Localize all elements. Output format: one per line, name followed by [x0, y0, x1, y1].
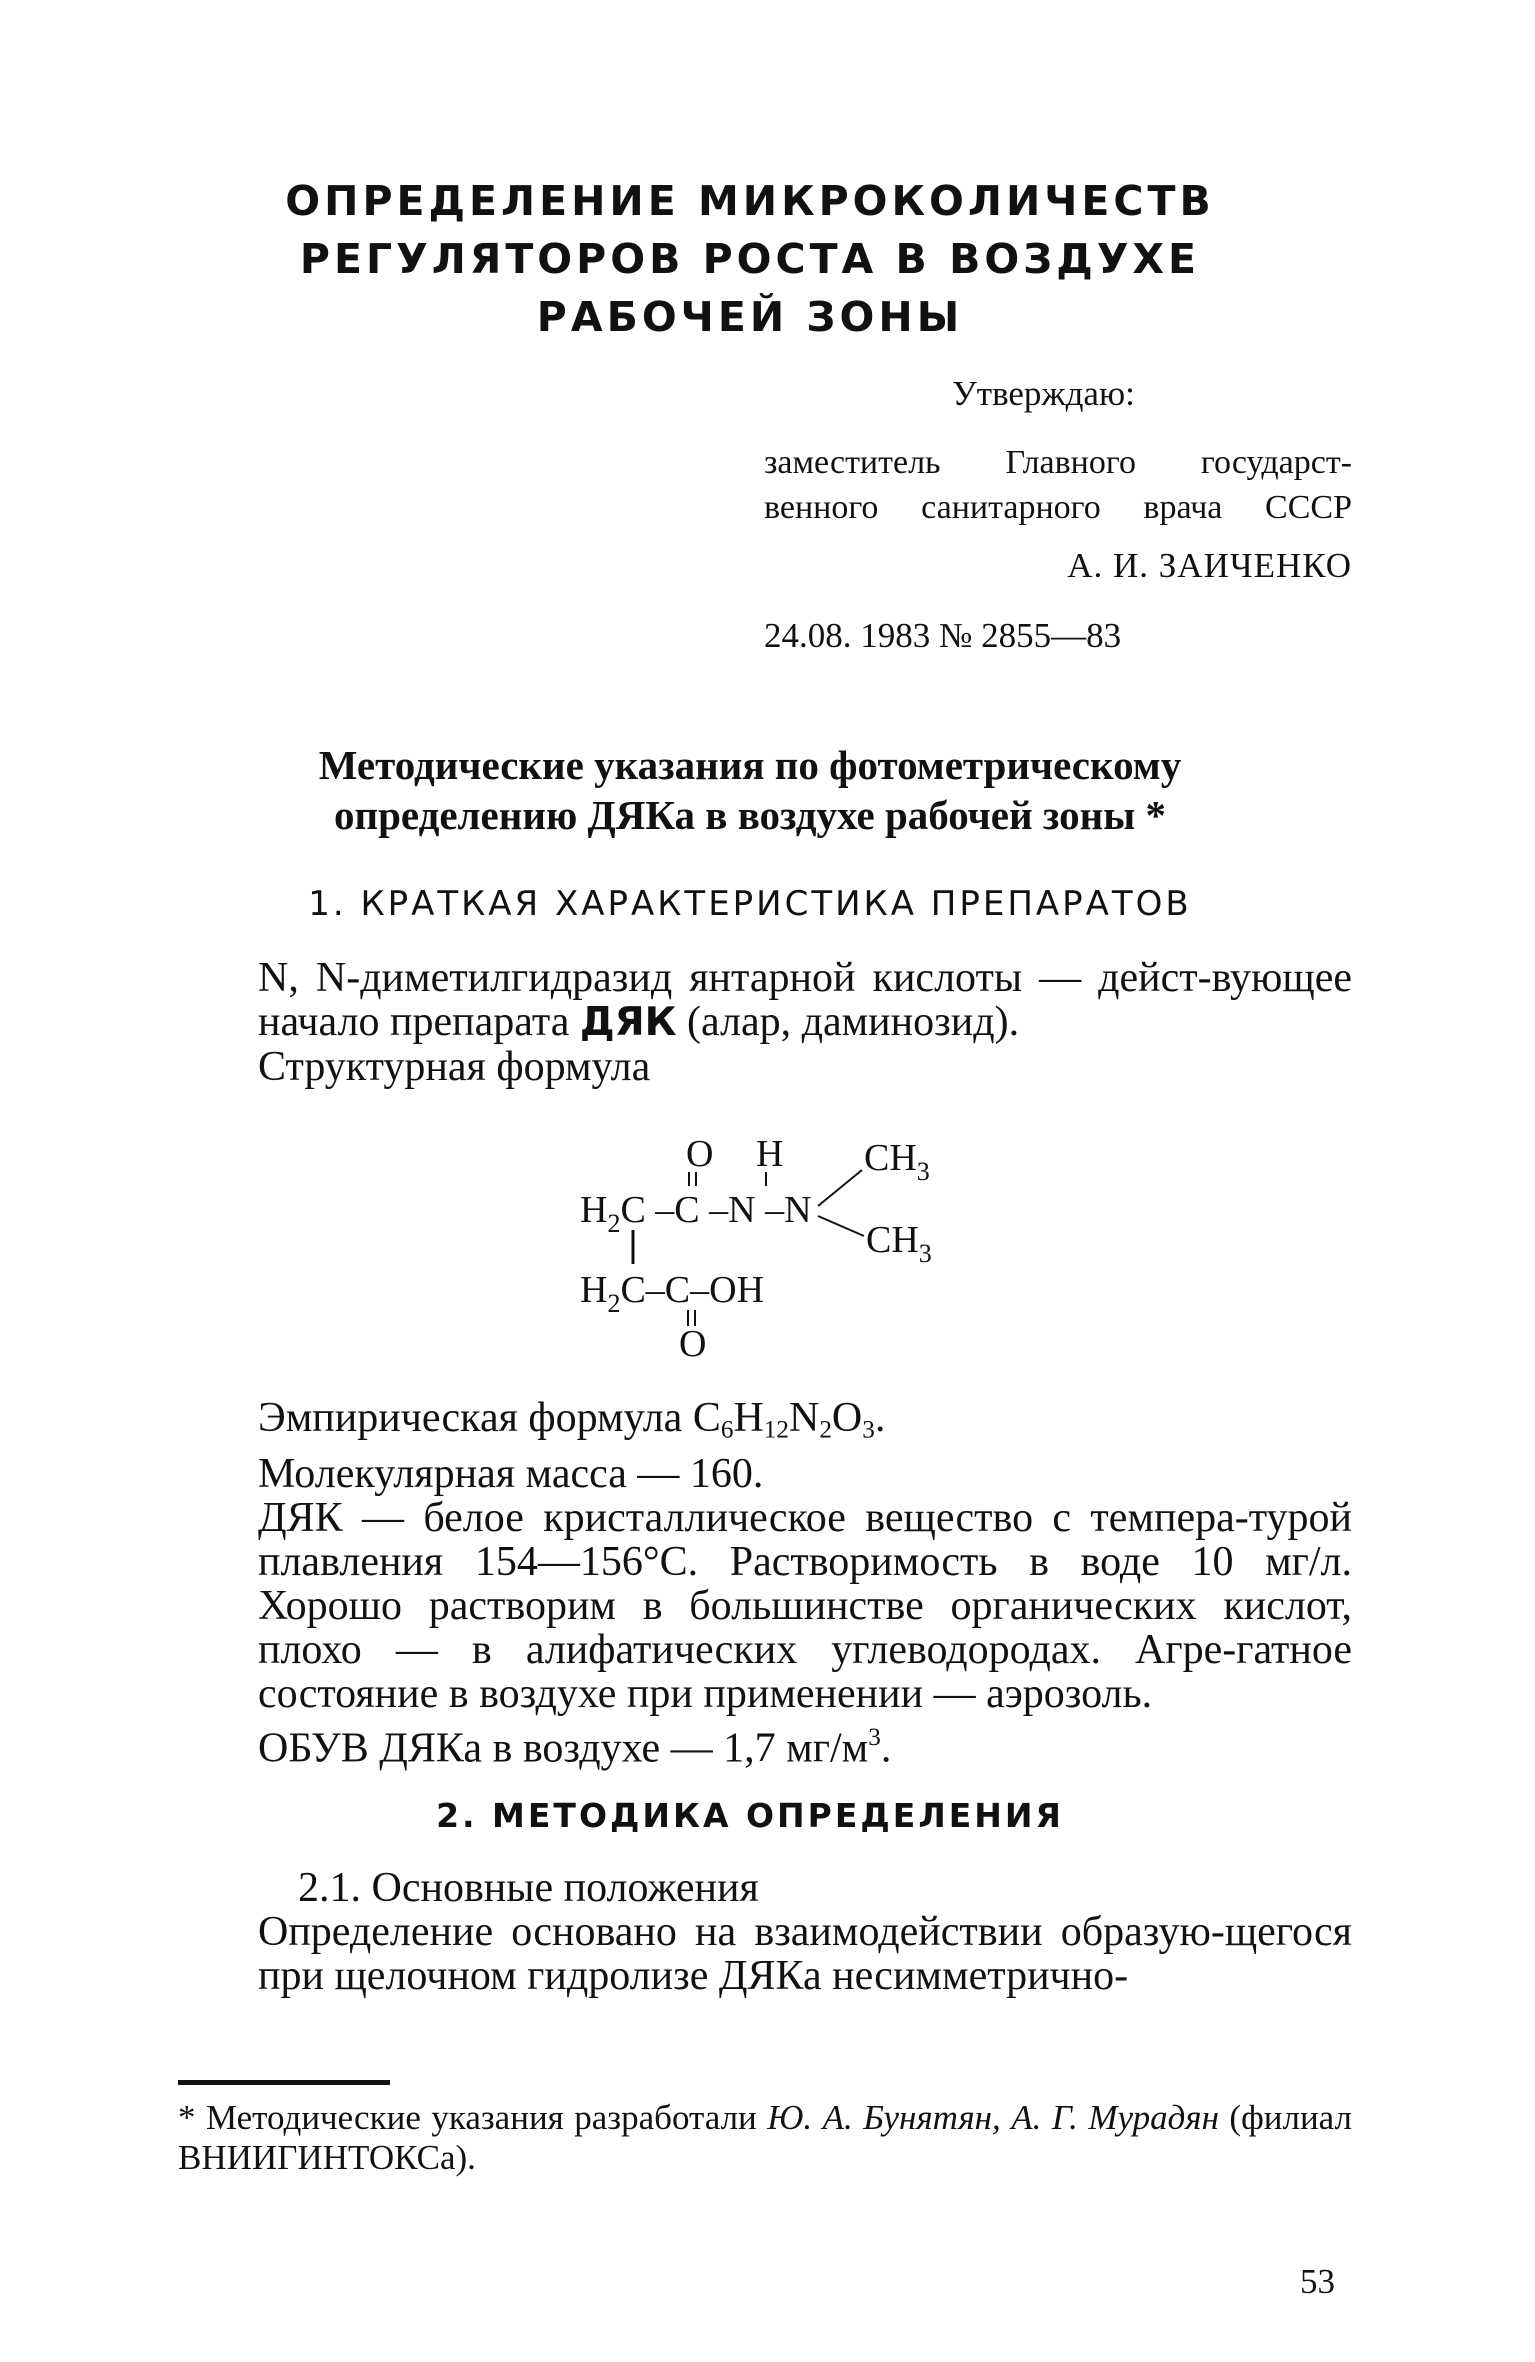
footnote-authors-2: А. Г. Мурадян	[1011, 2098, 1219, 2137]
section-1-heading: 1. КРАТКАЯ ХАРАКТЕРИСТИКА ПРЕПАРАТОВ	[308, 884, 1192, 924]
formula-o-top: O	[686, 1133, 714, 1175]
section-2-heading: 2. МЕТОДИКА ОПРЕДЕЛЕНИЯ	[436, 1796, 1064, 1835]
formula-h2c-row-2: $H_2C-C-OH$	[580, 1269, 765, 1318]
structural-formula-label: Структурная формула	[258, 1044, 651, 1090]
formula-h-top: H	[756, 1133, 784, 1175]
section-2-text: Определение основано на взаимодействии образую-щегося при щелочном гидролизе ДЯКа несимметрично-	[258, 1909, 1352, 1999]
section-1-properties	[258, 1396, 1352, 1771]
title-line-3: РАБОЧЕЙ ЗОНЫ	[536, 293, 964, 341]
approver-position-line-2: венного санитарного врача СССР	[764, 489, 1352, 526]
footnote	[178, 2098, 1352, 2178]
molar-mass: Молекулярная масса — 160.	[258, 1451, 764, 1498]
footnote-separator	[178, 2080, 390, 2085]
document-title	[250, 172, 1250, 346]
page-number: 53	[1300, 2262, 1335, 2301]
section-1-intro	[258, 956, 1352, 1089]
obuv-line: ОБУВ ДЯКа в воздухе — 1,7 $мг/м^3$.	[258, 1724, 892, 1772]
subtitle-line-2: определению ДЯКа в воздухе рабочей зоны *	[334, 792, 1166, 838]
title-line-2: РЕГУЛЯТОРОВ РОСТА В ВОЗДУХЕ	[299, 235, 1201, 283]
intro-text-a: N, N-диметилгидразид янтарной кислоты — дейст-вующее начало препарата	[258, 955, 1352, 1045]
formula-h2c-row-1: $H_2C$ –C –N –N	[580, 1189, 812, 1238]
approver-name: А. И. ЗАИЧЕНКО	[1067, 546, 1352, 585]
section-2-body	[258, 1866, 1352, 1998]
title-line-1: ОПРЕДЕЛЕНИЕ МИКРОКОЛИЧЕСТВ	[285, 177, 1215, 225]
intro-preparation-name: ДЯК	[579, 1000, 677, 1045]
footnote-rest: (филиал ВНИИГИНТОКСа).	[178, 2098, 1352, 2177]
document-subtitle	[250, 740, 1250, 840]
formula-o-bottom: O	[679, 1323, 707, 1365]
intro-text-c: (алар, даминозид).	[676, 999, 1020, 1045]
approval-date-number: 24.08. 1983 № 2855—83	[764, 616, 1122, 655]
description-paragraph: ДЯК — белое кристаллическое вещество с темпера-турой плавления 154—156°С. Растворимость в воде 10 мг/л. Хорошо растворим в большинстве органических кислот, плохо — в алифатических углеводородах. Агре-гатное состояние в воздухе при применении — аэрозоль.	[258, 1495, 1352, 1718]
subtitle-line-1: Методические указания по фотометрическому	[318, 742, 1182, 788]
formula-ch3-top: $CH_3$	[864, 1137, 930, 1186]
approver-position	[764, 440, 1352, 530]
intro-paragraph	[258, 956, 1352, 1045]
section-2-subheading: 2.1. Основные положения	[298, 1865, 759, 1911]
structural-formula	[560, 1130, 980, 1370]
formula-ch3-bottom: $CH_3$	[866, 1219, 932, 1268]
approval-heading: Утверждаю:	[952, 374, 1135, 413]
empirical-formula: Эмпирическая формула $C_6H_{12}N_2O_3$.	[258, 1395, 886, 1444]
approver-position-line-1: заместитель Главного государст-	[764, 444, 1352, 481]
footnote-authors-1: Ю. А. Бунятян,	[767, 2098, 1001, 2137]
footnote-lead: * Методические указания разработали	[178, 2098, 768, 2137]
